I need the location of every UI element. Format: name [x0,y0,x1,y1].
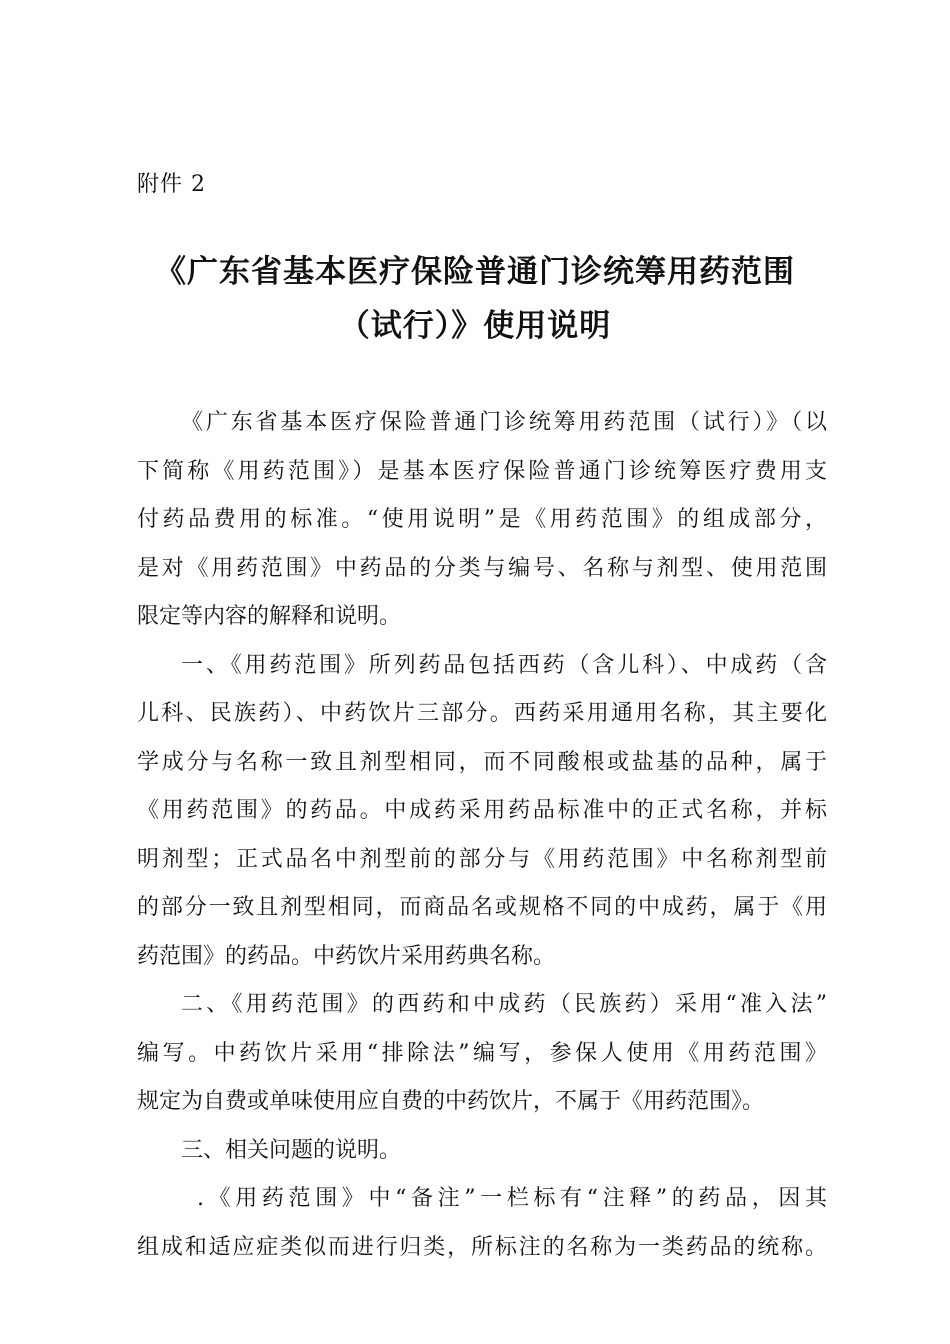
body-line: 是对《用药范围》中药品的分类与编号、名称与剂型、使用范围 [137,555,827,581]
document-title-line-1: 《广东省基本医疗保险普通门诊统筹用药范围 [155,254,795,290]
body-line: 三、相关问题的说明。 [181,1137,402,1163]
body-line: 二、《用药范围》的西药和中成药（民族药）采用“准入法” [181,992,827,1017]
document-title-line-2: （试行）》使用说明 [338,308,612,344]
body-line: 组成和适应症类似而进行归类，所标注的名称为一类药品的统称。 [137,1234,827,1260]
body-line: 的部分一致且剂型相同，而商品名或规格不同的中成药，属于《用 [137,895,827,920]
body-line: .《用药范围》中“备注”一栏标有“注释”的药品，因其 [197,1186,827,1211]
body-line: 规定为自费或单味使用应自费的中药饮片，不属于《用药范围》。 [137,1089,765,1114]
body-line: 明剂型；正式品名中剂型前的部分与《用药范围》中名称剂型前 [137,846,827,872]
body-line: 一、《用药范围》所列药品包括西药（含儿科）、中成药（含 [181,652,827,678]
body-line: 付药品费用的标准。“使用说明”是《用药范围》的组成部分， [137,507,827,532]
body-line: 编写。中药饮片采用“排除法”编写，参保人使用《用药范围》 [137,1040,827,1066]
body-line: 下简称《用药范围》）是基本医疗保险普通门诊统筹医疗费用支 [137,458,827,484]
body-line: 药范围》的药品。中药饮片采用药典名称。 [137,943,556,969]
body-line: 《广东省基本医疗保险普通门诊统筹用药范围（试行）》（以 [181,410,827,435]
body-line: 学成分与名称一致且剂型相同，而不同酸根或盐基的品种，属于 [137,749,827,775]
body-line: 《用药范围》的药品。中成药采用药品标准中的正式名称，并标 [137,798,827,823]
attachment-label: 附件 2 [137,172,206,197]
document-body [137,405,827,1278]
body-line: 限定等内容的解释和说明。 [137,604,402,629]
body-line: 儿科、民族药）、中药饮片三部分。西药采用通用名称，其主要化 [137,701,827,726]
